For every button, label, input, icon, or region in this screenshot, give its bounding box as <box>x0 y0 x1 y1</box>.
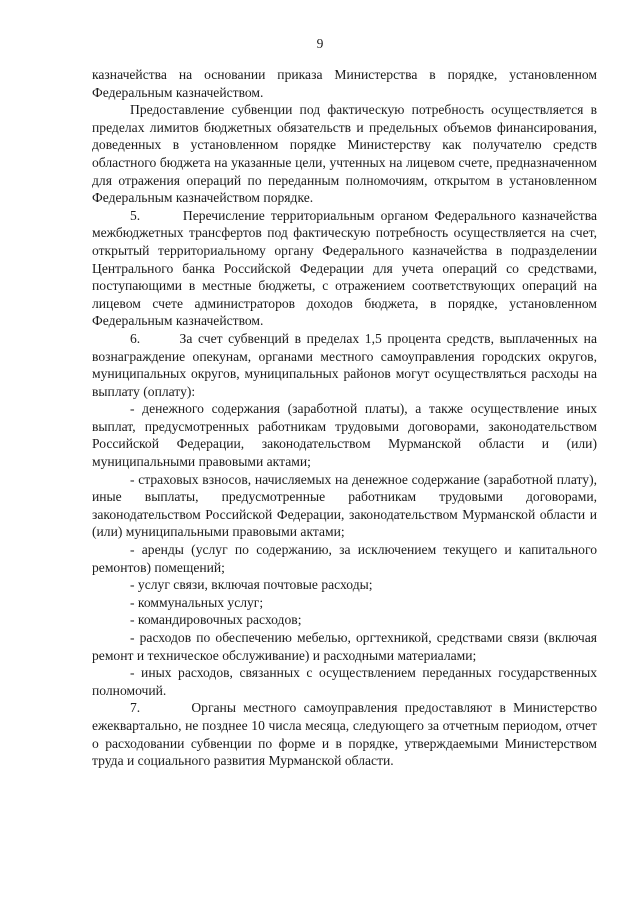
paragraph-item-5: 5. Перечисление территориальным органом Федерального казначейства межбюджетных трансфертов под фактическую потребность осуществляется на счет, открытый территориальному органу Федерального казначейства в подразделении Центрального банка Российской Федерации для учета операций со средствами, поступающими в местные бюджеты, с отражением соответствующих операций на лицевом счете администраторов доходов бюджета, в порядке, установленном Федеральным казначейством. <box>92 207 597 329</box>
paragraph-item-6: 6. За счет субвенций в пределах 1,5 процента средств, выплаченных на вознаграждение опекунам, органами местного самоуправления городских округов, муниципальных округов, муниципальных районов могут осуществляться расходы на выплату (оплату): <box>92 330 597 399</box>
document-body <box>92 66 597 770</box>
paragraph-item-7: 7. Органы местного самоуправления предоставляют в Министерство ежеквартально, не позднее 10 числа месяца, следующего за отчетным периодом, отчет о расходовании субвенции по форме и в порядке, утверждаемыми Министерством труда и социального развития Мурманской области. <box>92 700 597 769</box>
paragraph-subvention-provision: Предоставление субвенции под фактическую потребность осуществляется в пределах лимитов бюджетных обязательств и предельных объемов финансирования, доведенных в установленном порядке Министерству как получателю средств областного бюджета на указанные цели, учтенных на лицевом счете, предназначенном для отражения операций по переданным полномочиям, открытом в установленном Федеральным казначейством порядке. <box>92 102 597 206</box>
list-item-furniture: - расходов по обеспечению мебелью, оргтехникой, средствами связи (включая ремонт и техническое обслуживание) и расходными материалами; <box>92 630 597 663</box>
list-item-travel: - командировочных расходов; <box>130 612 302 628</box>
list-item-other: - иных расходов, связанных с осуществлением переданных государственных полномочий. <box>92 665 597 698</box>
list-item-rent: - аренды (услуг по содержанию, за исключением текущего и капитального ремонтов) помещений; <box>92 542 597 575</box>
list-item-communication: - услуг связи, включая почтовые расходы; <box>130 577 373 593</box>
paragraph-continuation: казначейства на основании приказа Министерства в порядке, установленном Федеральным казначейством. <box>92 67 597 100</box>
list-item-utilities: - коммунальных услуг; <box>130 594 264 610</box>
page-number: 9 <box>316 36 324 51</box>
list-item-insurance: - страховых взносов, начисляемых на денежное содержание (заработной плату), иные выплаты, предусмотренные работникам трудовыми договорами, законодательством Российской Федерации, законодательством Мурманской области и (или) муниципальными правовыми актами; <box>92 471 597 540</box>
list-item-salary: - денежного содержания (заработной платы), а также осуществление иных выплат, предусмотренных работникам трудовыми договорами, законодательством Российской Федерации, законодательством Мурманской области и (или) муниципальными правовыми актами; <box>92 401 597 470</box>
